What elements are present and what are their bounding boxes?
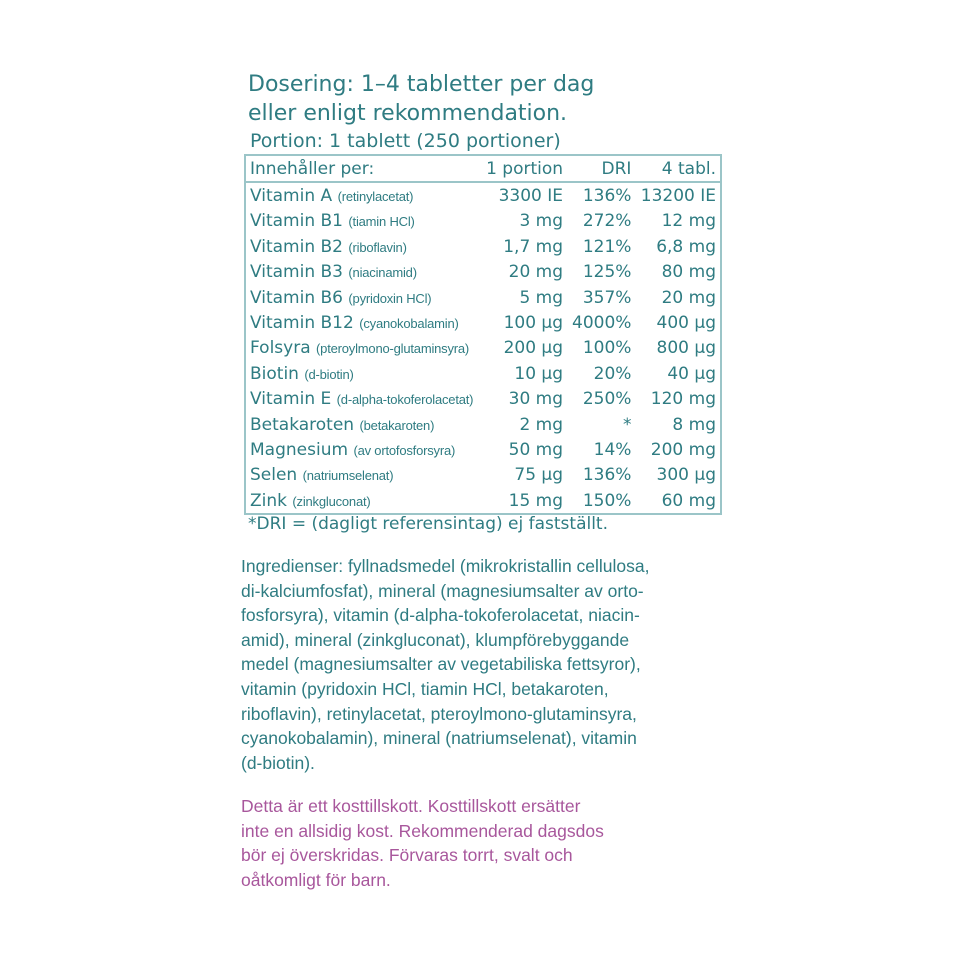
ingredients-line: riboflavin), retinylacetat, pteroylmono-glutaminsyra, [241, 703, 637, 724]
nutrient-name: Vitamin B1 [250, 211, 344, 232]
table-row [245, 234, 721, 259]
supplement-notice [241, 794, 701, 892]
nutrient-source: (retinylacetat) [337, 189, 414, 205]
nutrient-source: (zinkgluconat) [292, 493, 371, 509]
header-contains-per: Innehåller per: [245, 155, 481, 182]
nutrient-cell [245, 437, 481, 462]
portion-info: Portion: 1 tablett (250 portioner) [250, 130, 561, 152]
four-tablets-value: 6,8 mg [656, 236, 716, 257]
nutrient-name: Folsyra [250, 338, 311, 359]
ingredients-line: medel (magnesiumsalter av vegetabiliska fettsyror), [241, 654, 641, 675]
nutrient-name: Betakaroten [250, 414, 355, 435]
portion-value: 75 µg [514, 465, 564, 486]
nutrient-name: Magnesium [250, 439, 349, 460]
table-row [245, 209, 721, 234]
table-row [245, 310, 721, 335]
portion-value: 30 mg [508, 389, 564, 410]
table-row [245, 488, 721, 514]
nutrient-name: Biotin [250, 363, 299, 384]
nutrition-table [244, 154, 722, 515]
dri-value: 272% [582, 211, 632, 232]
header-one-portion: 1 portion [481, 155, 567, 182]
portion-value: 200 µg [503, 338, 564, 359]
nutrient-cell [245, 209, 481, 234]
portion-value: 3 mg [519, 211, 564, 232]
ingredients-paragraph [241, 554, 741, 775]
notice-line: inte en allsidig kost. Rekommenderad dagsdos [241, 820, 604, 841]
ingredients-line: Ingredienser: fyllnadsmedel (mikrokristallin cellulosa, [241, 556, 650, 576]
nutrient-cell [245, 234, 481, 259]
four-tablets-value: 800 µg [656, 338, 716, 359]
table-row [245, 260, 721, 285]
notice-line: bör ej överskridas. Förvaras torrt, svalt och [241, 845, 573, 866]
nutrient-source: (niacinamid) [348, 265, 417, 281]
four-tablets-value: 300 µg [656, 465, 716, 486]
nutrient-source: (tiamin HCl) [348, 214, 415, 230]
nutrient-source: (d-alpha-tokoferolacetat) [336, 392, 474, 408]
four-tablets-value: 12 mg [661, 211, 716, 232]
header-dri: DRI [567, 155, 635, 182]
nutrient-source: (cyanokobalamin) [359, 316, 459, 332]
dosage-instructions [248, 70, 594, 128]
nutrient-cell [245, 260, 481, 285]
nutrient-source: (pyridoxin HCl) [348, 290, 432, 306]
nutrient-name: Vitamin B6 [250, 287, 344, 308]
nutrient-cell [245, 336, 481, 361]
nutrient-source: (av ortofosforsyra) [353, 442, 456, 458]
table-header-row [245, 155, 721, 182]
nutrient-name: Vitamin E [250, 389, 332, 410]
dri-value: 4000% [572, 313, 632, 334]
nutrient-cell [245, 361, 481, 386]
portion-value: 3300 IE [498, 186, 564, 207]
dri-value: 121% [582, 236, 632, 257]
ingredients-line: cyanokobalamin), mineral (natriumselenat), vitamin [241, 728, 637, 749]
nutrient-source: (d-biotin) [304, 366, 354, 382]
nutrient-cell [245, 387, 481, 412]
nutrient-cell [245, 285, 481, 310]
four-tablets-value: 40 µg [667, 363, 716, 384]
dri-value: 357% [582, 287, 632, 308]
nutrient-name: Vitamin B2 [250, 236, 344, 257]
four-tablets-value: 80 mg [661, 262, 716, 283]
dri-value: 125% [582, 262, 632, 283]
four-tablets-value: 400 µg [656, 313, 716, 334]
nutrient-source: (betakaroten) [359, 417, 435, 433]
nutrient-cell [245, 412, 481, 437]
portion-value: 1,7 mg [503, 236, 564, 257]
nutrient-name: Zink [250, 490, 287, 511]
ingredients-line: di-kalciumfosfat), mineral (magnesiumsalter av orto- [241, 580, 644, 601]
dosage-line: eller enligt rekommendation. [248, 101, 568, 126]
notice-line: Detta är ett kosttillskott. Kosttillskott ersätter [241, 796, 581, 816]
nutrient-source: (pteroylmono-glutaminsyra) [316, 341, 470, 357]
four-tablets-value: 200 mg [650, 439, 716, 460]
dri-value: 250% [582, 389, 632, 410]
portion-value: 50 mg [508, 439, 564, 460]
dri-value: * [622, 414, 632, 435]
header-four-tablets: 4 tabl. [635, 155, 721, 182]
table-row [245, 387, 721, 412]
dri-value: 14% [593, 439, 632, 460]
table-row [245, 412, 721, 437]
table-row [245, 182, 721, 208]
nutrient-name: Selen [250, 465, 298, 486]
dosage-line: Dosering: 1–4 tabletter per dag [248, 72, 595, 97]
nutrient-cell [245, 463, 481, 488]
dri-value: 20% [593, 363, 632, 384]
table-row [245, 463, 721, 488]
portion-value: 20 mg [508, 262, 564, 283]
four-tablets-value: 20 mg [661, 287, 716, 308]
portion-value: 2 mg [519, 414, 564, 435]
portion-value: 100 µg [503, 313, 564, 334]
nutrient-cell [245, 182, 481, 208]
ingredients-line: vitamin (pyridoxin HCl, tiamin HCl, betakaroten, [241, 678, 609, 699]
dri-value: 136% [582, 465, 632, 486]
four-tablets-value: 13200 IE [640, 186, 716, 207]
nutrient-cell [245, 488, 481, 514]
notice-line: oåtkomligt för barn. [241, 869, 391, 890]
portion-value: 10 µg [514, 363, 564, 384]
nutrient-source: (natriumselenat) [302, 468, 394, 484]
nutrient-name: Vitamin A [250, 186, 333, 207]
four-tablets-value: 60 mg [661, 490, 716, 511]
nutrient-cell [245, 310, 481, 335]
portion-value: 15 mg [508, 490, 564, 511]
ingredients-line: (d-biotin). [241, 752, 315, 773]
dri-footnote: *DRI = (dagligt referensintag) ej fastställt. [248, 514, 609, 534]
ingredients-line: fosforsyra), vitamin (d-alpha-tokoferolacetat, niacin- [241, 605, 640, 626]
table-row [245, 437, 721, 462]
nutrient-name: Vitamin B3 [250, 262, 344, 283]
dri-value: 100% [582, 338, 632, 359]
dri-value: 136% [582, 186, 632, 207]
nutrient-source: (riboflavin) [348, 239, 407, 255]
table-row [245, 285, 721, 310]
four-tablets-value: 8 mg [672, 414, 716, 435]
ingredients-line: amid), mineral (zinkgluconat), klumpförebyggande [241, 629, 630, 650]
table-row [245, 336, 721, 361]
table-row [245, 361, 721, 386]
four-tablets-value: 120 mg [650, 389, 716, 410]
portion-value: 5 mg [519, 287, 564, 308]
nutrient-name: Vitamin B12 [250, 313, 354, 334]
dri-value: 150% [582, 490, 632, 511]
